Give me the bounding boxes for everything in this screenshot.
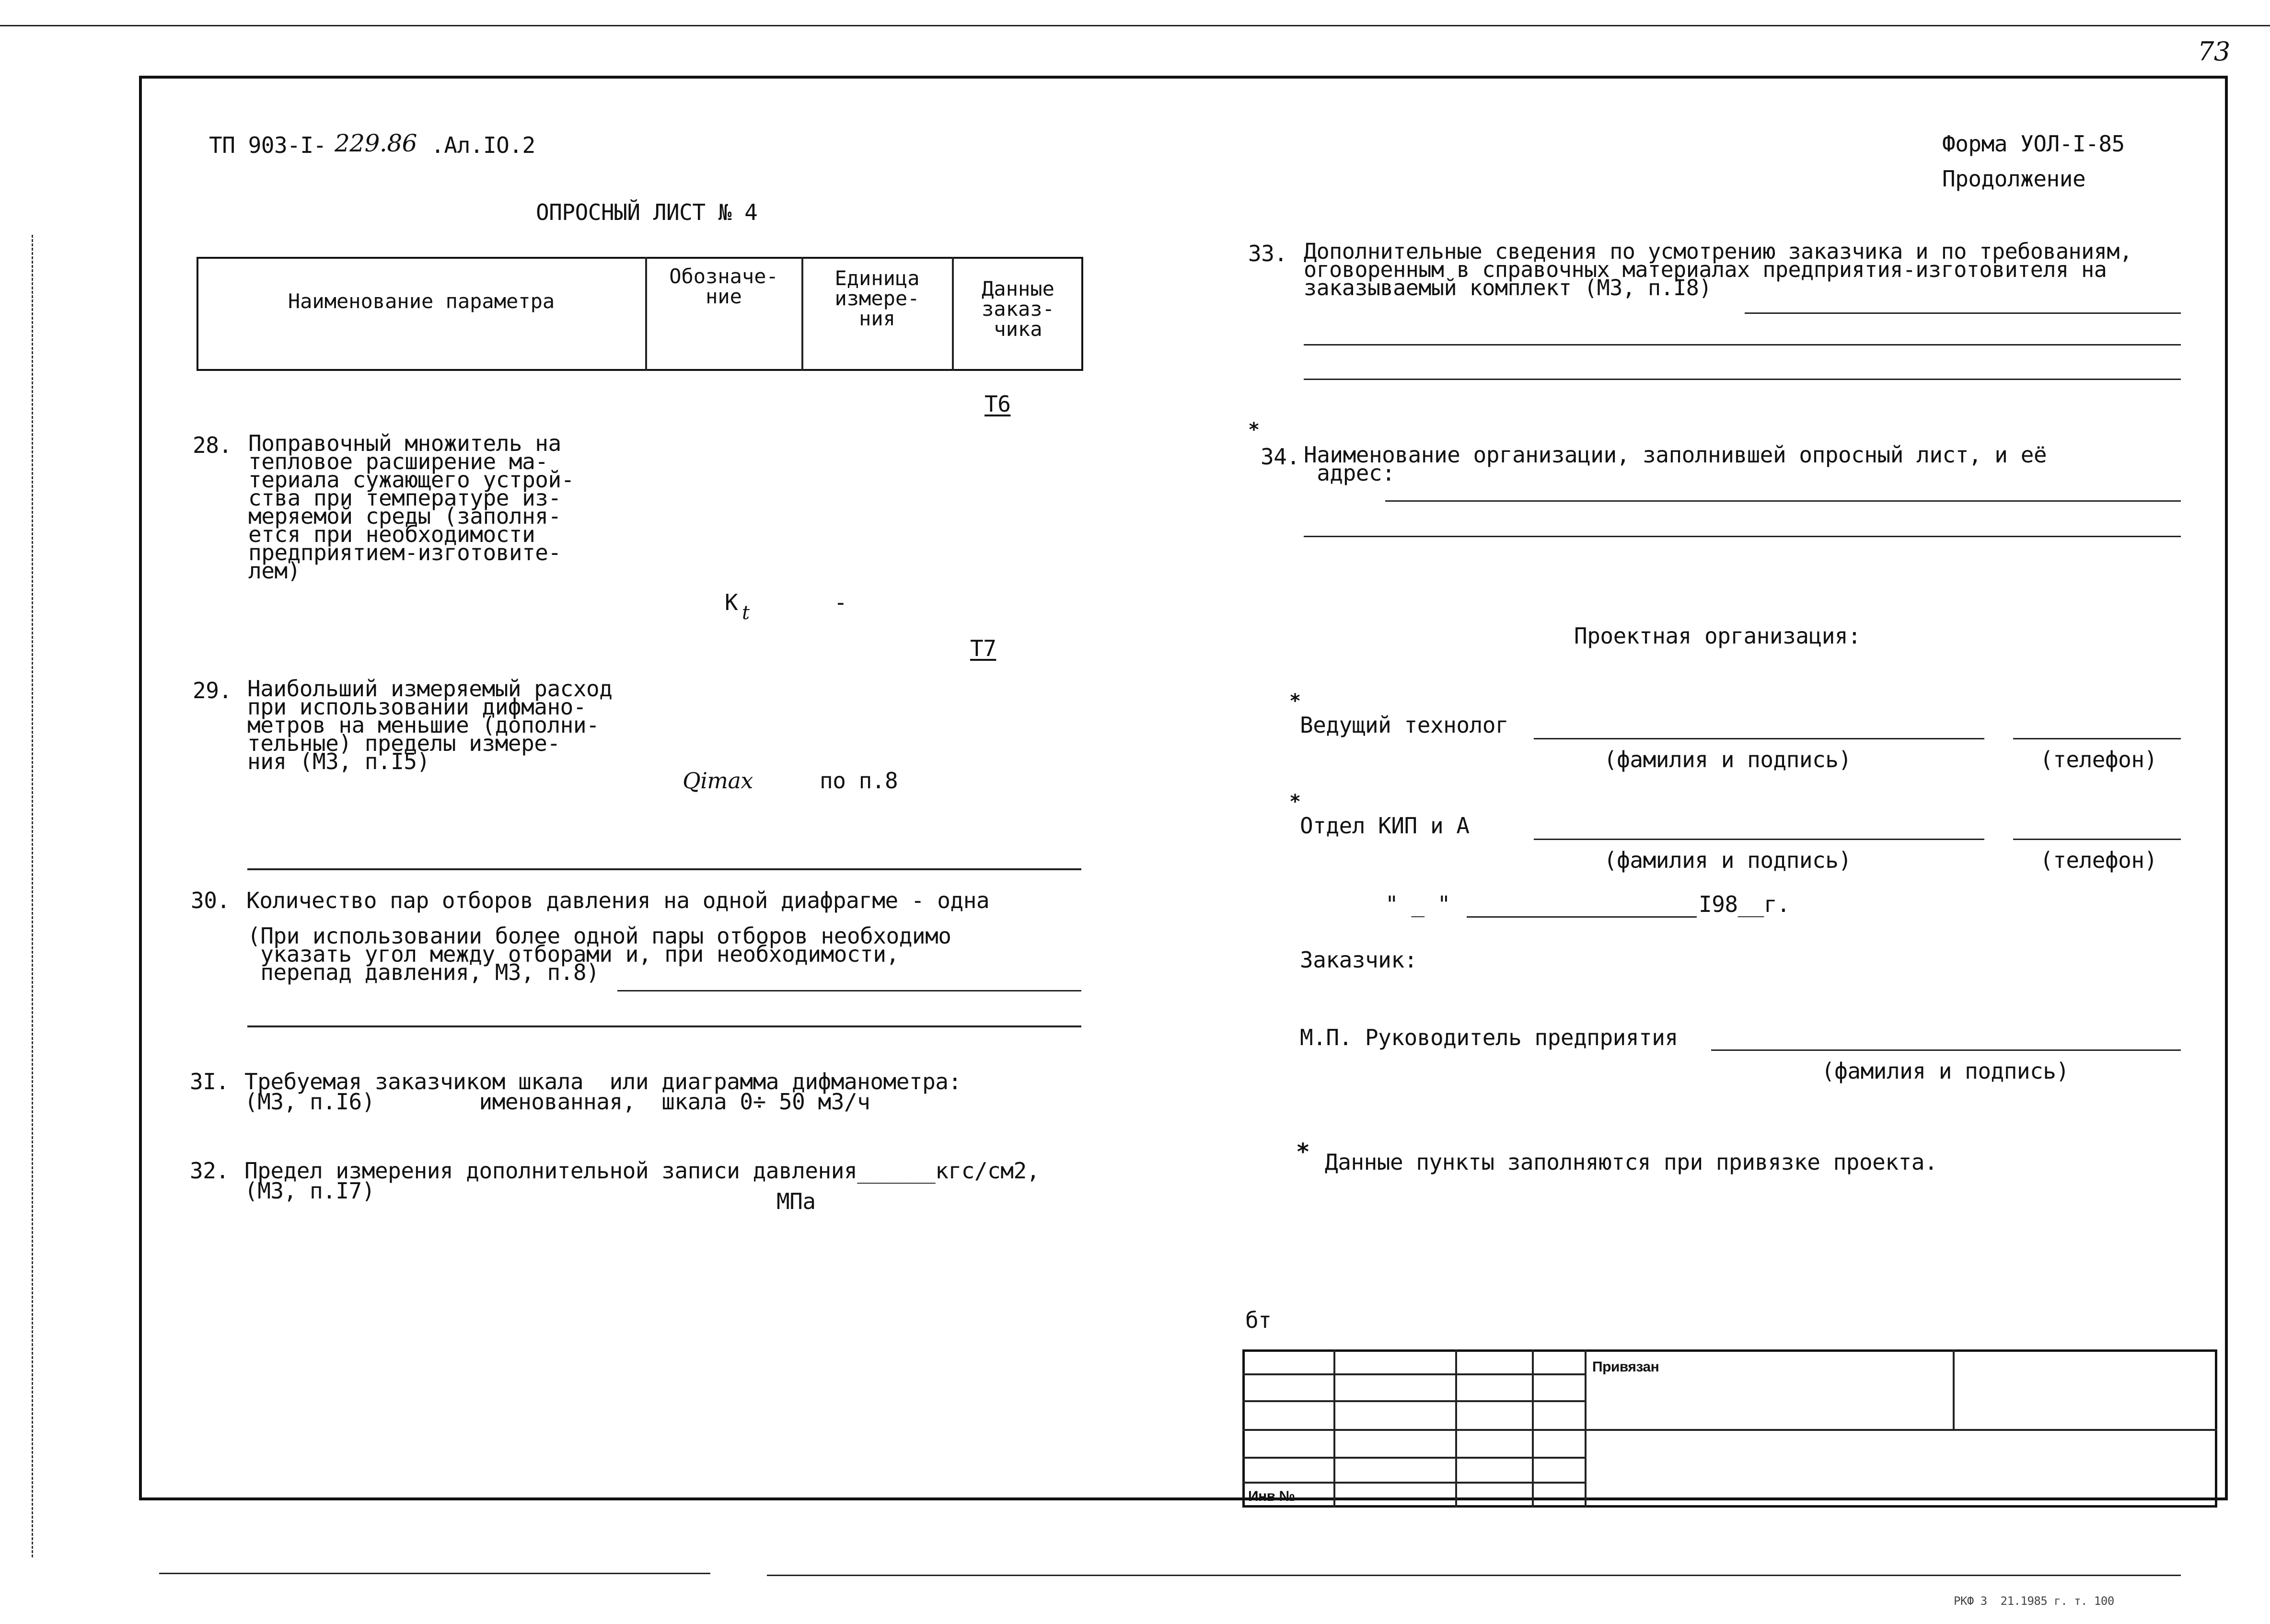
item-30-fill-line	[617, 990, 1081, 991]
item-33-text: Дополнительные сведения по усмотрению заказчика и по требованиям, оговоренным в справочных материалах предприятия-изготовителя на заказываемый комплект (МЗ, п.I8)	[1304, 239, 2132, 300]
item-33-fill-line-1	[1745, 312, 2181, 314]
stamp-inventory-number-label: Инв №	[1248, 1488, 1295, 1504]
stamp-row-1	[1242, 1373, 1585, 1375]
item-33-fill-line-2	[1304, 344, 2181, 346]
kip-department-signature-caption: (фамилия и подпись)	[1604, 847, 1852, 873]
item-28-number: 28.	[193, 432, 232, 458]
item-34-fill-line-2	[1304, 536, 2181, 537]
enterprise-head-label: М.П. Руководитель предприятия	[1300, 1025, 1678, 1050]
item-28-value: -	[834, 589, 847, 615]
item-34-asterisk: *	[1248, 419, 1260, 441]
kip-department-signature-line	[1534, 839, 1984, 840]
item-30-line1: Количество пар отборов давления на одной диафрагме - одна	[246, 887, 990, 913]
footnote-asterisk: *	[1296, 1139, 1310, 1165]
kip-department-phone-line	[2013, 839, 2181, 840]
customer-label: Заказчик:	[1300, 947, 1417, 973]
item-28-text: Поправочный множитель на тепловое расширение ма- териала сужающего устрой- ства при температуре из- меряемой среды (заполня- ется при необходимости предприятием-изготовите- лем)	[248, 430, 574, 584]
enterprise-head-signature-line	[1711, 1049, 2181, 1051]
date-fill-line	[1467, 916, 1697, 918]
scan-bottom-line-1	[159, 1573, 710, 1574]
lead-technologist-phone-caption: (телефон)	[2040, 747, 2157, 772]
column-header-parameter: Наименование параметра	[288, 289, 555, 313]
item-30-text: (При использовании более одной пары отборов необходимо указать угол между отборами и, при необходимости, перепад давления, МЗ, п.8)	[247, 923, 951, 985]
footnote-text: Данные пункты заполняются при привязке проекта.	[1325, 1149, 1938, 1175]
item-29-value: по п.8	[820, 768, 898, 794]
stamp-col-4	[1585, 1349, 1587, 1508]
stamp-row-5	[1242, 1482, 1585, 1484]
kip-department-asterisk: *	[1289, 791, 1301, 813]
item-30-separator	[247, 1025, 1081, 1027]
item-34-fill-line-1	[1385, 500, 2181, 502]
item-29-text: Наибольший измеряемый расход при использовании дифмано- метров на меньшие (дополни- тельные) пределы измере- ния (МЗ, п.I5)	[247, 676, 613, 774]
item-32-number: 32.	[190, 1158, 229, 1184]
item-30-number: 30.	[191, 887, 230, 913]
page-number: 73	[2198, 36, 2230, 67]
bottom-print-mark: РКФ 3 21.1985 г. т. 100	[1954, 1594, 2114, 1608]
lead-technologist-signature-caption: (фамилия и подпись)	[1604, 747, 1852, 772]
t7-label: Т7	[970, 635, 996, 661]
stamp-privyazan-label: Привязан	[1592, 1359, 1659, 1375]
item-29-number: 29.	[193, 678, 232, 703]
column-header-designation: Обозначе- ние	[669, 265, 778, 308]
kip-department-phone-caption: (телефон)	[2040, 847, 2157, 873]
item-32-unit-mpa: МПа	[776, 1188, 816, 1214]
lead-technologist-signature-line	[1534, 738, 1984, 739]
item-29-separator	[247, 868, 1081, 870]
t6-label: Т6	[984, 391, 1011, 417]
column-header-customer-data: Данные заказ- чика	[982, 277, 1054, 341]
item-32-line1: Предел измерения дополнительной записи давления______кгс/см2,	[244, 1158, 1040, 1184]
item-28-symbol: К	[725, 589, 738, 615]
stamp-row-2	[1242, 1400, 1585, 1402]
scan-bottom-line-2	[767, 1575, 2181, 1576]
item-31-line1: Требуемая заказчиком шкала или диаграмма дифманометра:	[244, 1069, 961, 1094]
form-name: Форма УОЛ-I-85	[1942, 131, 2125, 157]
item-31-number: 3I.	[190, 1069, 229, 1094]
item-29-symbol: Qimax	[683, 768, 753, 794]
design-organization-label: Проектная организация:	[1574, 623, 1861, 649]
item-31-line2: (МЗ, п.I6) именованная, шкала 0÷ 50 м3/ч	[244, 1089, 870, 1115]
doc-code-suffix: .Ал.IO.2	[418, 132, 535, 158]
lead-technologist-asterisk: *	[1289, 690, 1301, 712]
enterprise-head-caption: (фамилия и подпись)	[1821, 1058, 2069, 1084]
scan-top-line	[0, 25, 2270, 26]
item-33-number: 33.	[1248, 241, 1287, 266]
item-34-text: Наименование организации, заполнившей опросный лист, и её адрес:	[1304, 442, 2047, 486]
doc-code-prefix: ТП 903-I-	[209, 132, 326, 158]
date-year: I98__г.	[1699, 891, 1790, 917]
item-28-symbol-subscript: t	[742, 602, 750, 624]
stamp-row-4	[1242, 1457, 1585, 1459]
stamp-6t-label: бт	[1245, 1307, 1272, 1333]
lead-technologist-phone-line	[2013, 738, 2181, 739]
lead-technologist-label: Ведущий технолог	[1300, 712, 1509, 738]
continuation-label: Продолжение	[1942, 166, 2086, 192]
column-header-unit: Единица измере- ния	[834, 266, 920, 330]
stamp-row-3	[1242, 1429, 2217, 1431]
date-quote: " _ "	[1385, 891, 1450, 917]
item-32-line2: (МЗ, п.I7)	[244, 1178, 375, 1204]
doc-code-handwritten: 229.86	[335, 129, 417, 157]
kip-department-label: Отдел КИП и А	[1300, 813, 1470, 839]
item-33-fill-line-3	[1304, 379, 2181, 380]
sheet-title: ОПРОСНЫЙ ЛИСТ № 4	[536, 199, 758, 225]
stamp-col-5	[1953, 1349, 1955, 1430]
binding-margin-line	[32, 235, 33, 1557]
item-34-number: 34.	[1261, 444, 1300, 470]
